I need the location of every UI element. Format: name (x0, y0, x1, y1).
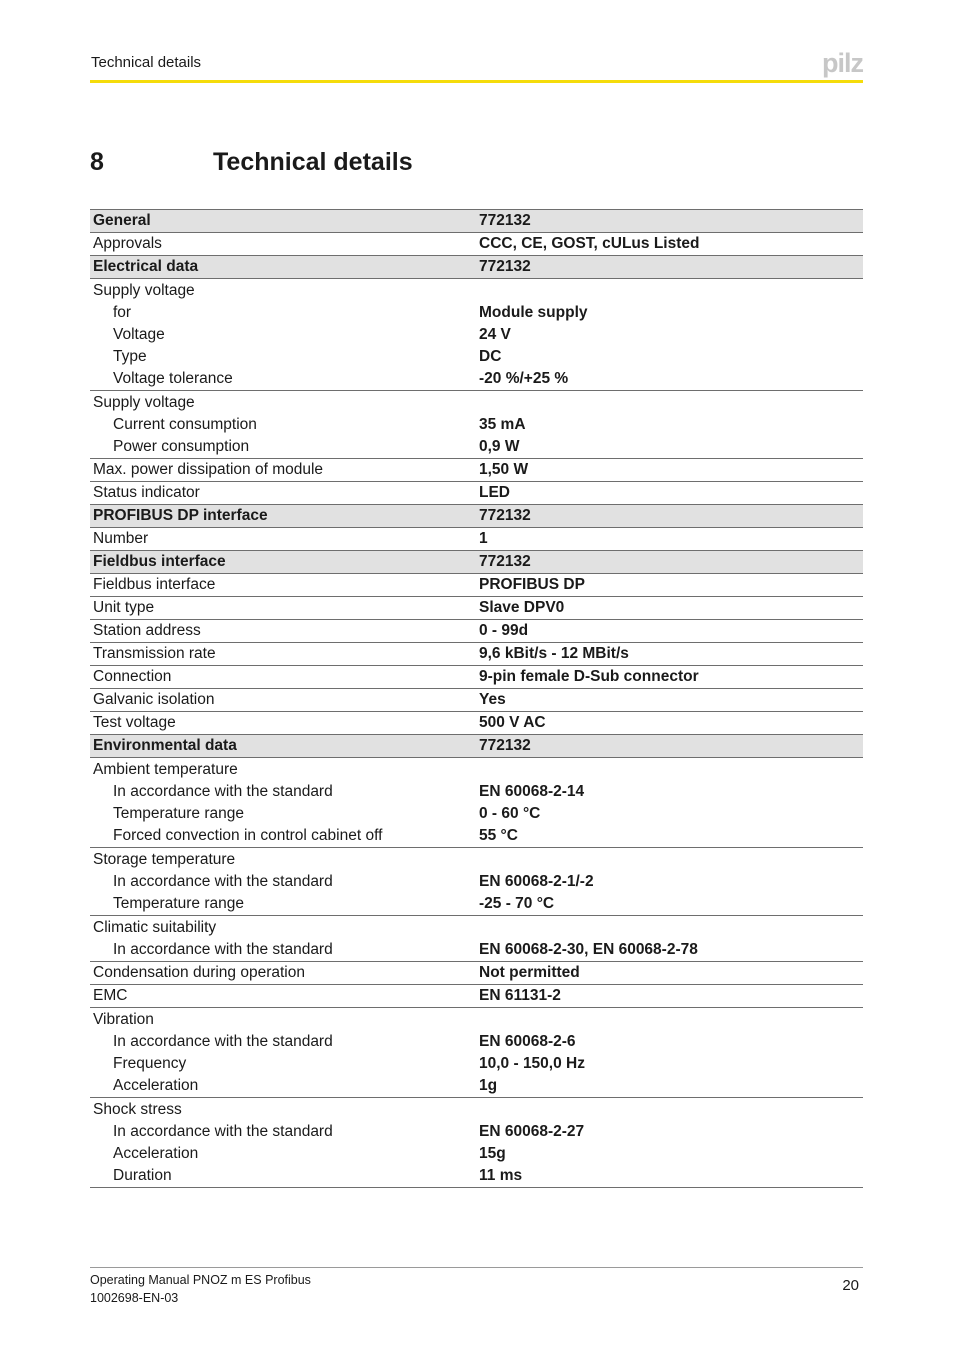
row-label: Status indicator (90, 482, 476, 505)
section-header-row (90, 210, 863, 233)
row-label: Fieldbus interface (90, 574, 476, 597)
table-row (90, 436, 863, 459)
row-value: 1,50 W (476, 459, 863, 482)
table-row (90, 346, 863, 368)
row-value: EN 60068-2-1/-2 (479, 873, 594, 890)
table-group-row (90, 916, 863, 940)
row-value: EN 60068-2-6 (479, 1033, 576, 1050)
row-label: In accordance with the standard (113, 1123, 333, 1140)
row-value: 10,0 - 150,0 Hz (479, 1055, 585, 1072)
row-label: In accordance with the standard (113, 1033, 333, 1050)
row-label: Current consumption (113, 416, 257, 433)
pilz-logo: pilz (822, 48, 863, 78)
table-row (90, 781, 863, 803)
technical-data-table (90, 209, 863, 1188)
row-label: Galvanic isolation (90, 689, 476, 712)
group-value-empty (476, 758, 863, 782)
table-row (90, 233, 863, 256)
table-row (90, 620, 863, 643)
table-row (90, 689, 863, 712)
chapter-title: Technical details (213, 148, 413, 176)
row-label: Duration (90, 1165, 476, 1188)
row-value: 9,6 kBit/s - 12 MBit/s (476, 643, 863, 666)
table-row (90, 666, 863, 689)
group-value-empty (476, 391, 863, 415)
group-label: Ambient temperature (93, 760, 238, 778)
row-value: Slave DPV0 (476, 597, 863, 620)
section-title: Fieldbus interface (90, 551, 476, 574)
group-value-empty (476, 916, 863, 940)
table-group-row (90, 391, 863, 415)
row-label: Forced convection in control cabinet off (90, 825, 476, 848)
row-label: In accordance with the standard (90, 939, 476, 962)
table-row (90, 597, 863, 620)
row-value: EN 60068-2-30, EN 60068-2-78 (476, 939, 863, 962)
section-title: Environmental data (90, 735, 476, 758)
row-label: In accordance with the standard (113, 783, 333, 800)
row-value: 55 °C (476, 825, 863, 848)
header-title: Technical details (91, 54, 202, 71)
row-value: Not permitted (476, 962, 863, 985)
page-header (90, 48, 863, 83)
row-label: Acceleration (90, 1075, 476, 1098)
row-label: Temperature range (113, 805, 244, 822)
section-code: 772132 (476, 551, 863, 574)
footer-manual-title: Operating Manual PNOZ m ES Profibus (90, 1273, 311, 1287)
table-row (90, 643, 863, 666)
row-label: Voltage tolerance (90, 368, 476, 391)
row-label: Frequency (113, 1055, 187, 1072)
table-row (90, 1121, 863, 1143)
row-label: EMC (90, 985, 476, 1008)
row-label: Temperature range (90, 893, 476, 916)
row-value: 1 (476, 528, 863, 551)
row-value: 0 - 99d (476, 620, 863, 643)
group-value-empty (476, 1008, 863, 1032)
section-header-row (90, 551, 863, 574)
table-row (90, 1031, 863, 1053)
row-value: 1g (476, 1075, 863, 1098)
group-label: Climatic suitability (93, 918, 217, 936)
section-code: 772132 (476, 256, 863, 279)
row-label: Condensation during operation (90, 962, 476, 985)
table-row (90, 459, 863, 482)
group-value-empty (476, 279, 863, 303)
row-label: In accordance with the standard (113, 873, 333, 890)
table-row (90, 1165, 863, 1188)
section-title: Electrical data (90, 256, 476, 279)
row-label: Connection (90, 666, 476, 689)
table-row (90, 939, 863, 962)
table-group-row (90, 848, 863, 872)
section-header-row (90, 505, 863, 528)
row-value: EN 60068-2-27 (479, 1123, 585, 1140)
row-value: DC (479, 348, 502, 365)
section-title: General (90, 210, 476, 233)
row-label: for (113, 304, 132, 321)
footer-doc-number: 1002698-EN-03 (90, 1291, 179, 1305)
row-value: 24 V (479, 326, 511, 343)
row-value: Module supply (479, 304, 588, 321)
table-group-row (90, 279, 863, 303)
group-label: Supply voltage (93, 393, 195, 411)
table-row (90, 712, 863, 735)
section-code: 772132 (476, 735, 863, 758)
table-row (90, 482, 863, 505)
row-value: 9-pin female D-Sub connector (476, 666, 863, 689)
row-value: CCC, CE, GOST, cULus Listed (476, 233, 863, 256)
page-footer (90, 1267, 863, 1305)
section-header-row (90, 256, 863, 279)
section-header-row (90, 735, 863, 758)
table-group-row (90, 758, 863, 782)
group-value-empty (476, 1098, 863, 1122)
table-row (90, 574, 863, 597)
group-label: Supply voltage (93, 281, 195, 299)
table-row (90, 803, 863, 825)
row-value: Yes (476, 689, 863, 712)
row-value: -20 %/+25 % (476, 368, 863, 391)
chapter-number: 8 (90, 148, 104, 176)
row-label: Power consumption (90, 436, 476, 459)
table-row (90, 324, 863, 346)
row-value: PROFIBUS DP (476, 574, 863, 597)
group-label: Storage temperature (93, 850, 236, 868)
table-row (90, 962, 863, 985)
row-label: Voltage (113, 326, 165, 343)
table-row (90, 1053, 863, 1075)
row-label: Type (113, 348, 147, 365)
row-value: 0 - 60 °C (479, 805, 541, 822)
row-label: Approvals (90, 233, 476, 256)
row-value: 35 mA (479, 416, 526, 433)
table-row (90, 528, 863, 551)
table-row (90, 893, 863, 916)
row-label: Acceleration (113, 1145, 199, 1162)
table-row (90, 368, 863, 391)
table-group-row (90, 1008, 863, 1032)
section-code: 772132 (476, 505, 863, 528)
row-value: LED (476, 482, 863, 505)
table-row (90, 1143, 863, 1165)
section-title: PROFIBUS DP interface (90, 505, 476, 528)
table-row (90, 985, 863, 1008)
row-value: 11 ms (476, 1165, 863, 1188)
group-label: Shock stress (93, 1100, 182, 1118)
row-value: 15g (479, 1145, 506, 1162)
row-label: Test voltage (90, 712, 476, 735)
row-label: Max. power dissipation of module (90, 459, 476, 482)
group-value-empty (476, 848, 863, 872)
row-value: 500 V AC (476, 712, 863, 735)
row-value: -25 - 70 °C (476, 893, 863, 916)
table-row (90, 1075, 863, 1098)
row-label: Station address (90, 620, 476, 643)
table-row (90, 414, 863, 436)
group-label: Vibration (93, 1010, 154, 1028)
table-group-row (90, 1098, 863, 1122)
row-value: EN 61131-2 (476, 985, 863, 1008)
page-number: 20 (842, 1277, 859, 1294)
table-row (90, 825, 863, 848)
row-value: 0,9 W (476, 436, 863, 459)
row-label: Number (90, 528, 476, 551)
row-label: Unit type (90, 597, 476, 620)
table-row (90, 871, 863, 893)
table-row (90, 302, 863, 324)
section-code: 772132 (476, 210, 863, 233)
row-label: Transmission rate (90, 643, 476, 666)
row-value: EN 60068-2-14 (479, 783, 585, 800)
